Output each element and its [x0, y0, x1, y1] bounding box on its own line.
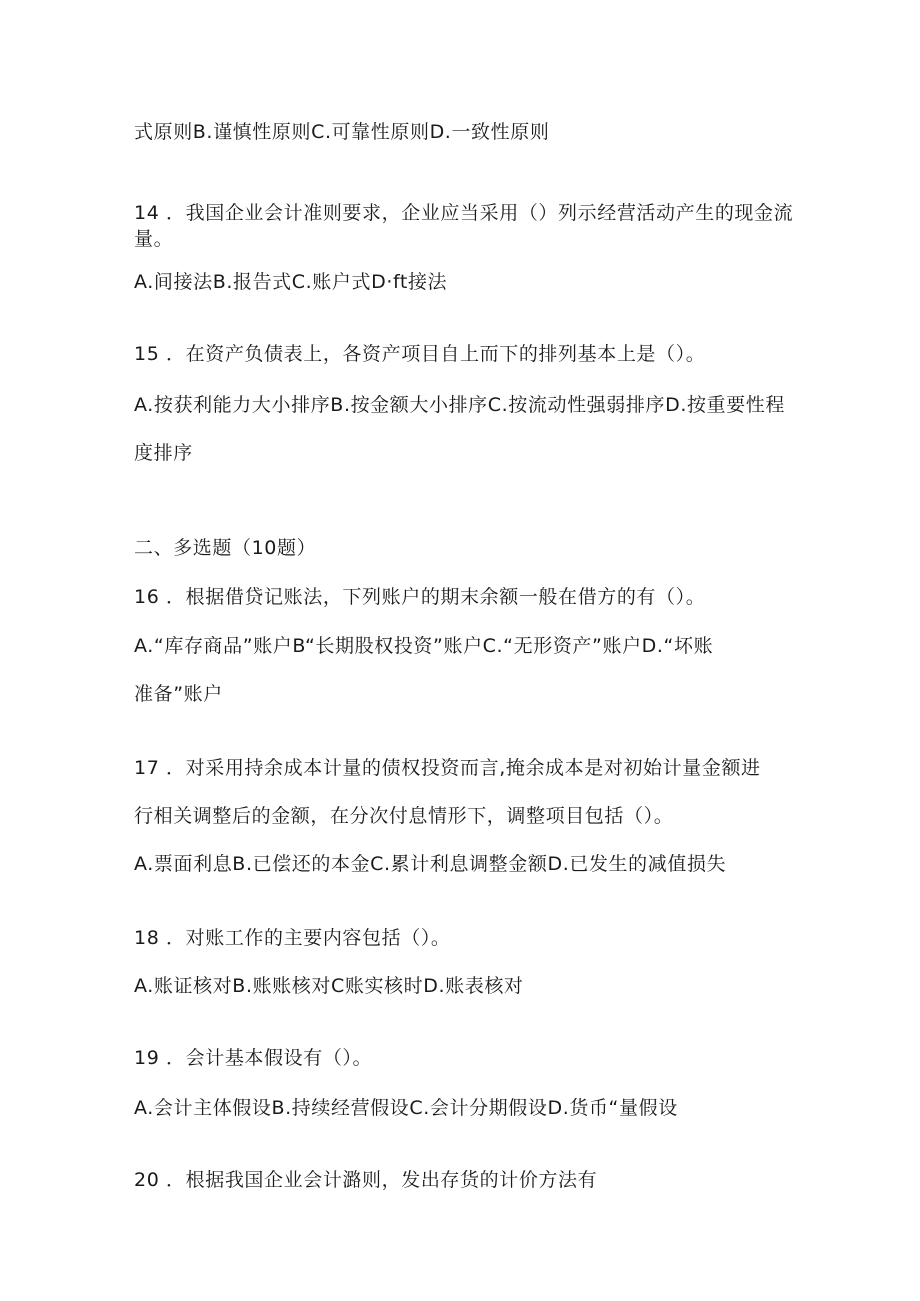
options-14: A.间接法B.报告式C.账户式D·ft接法	[134, 271, 448, 293]
question-20: 20 ．根据我国企业会计潞则，发出存货的计价方法有	[134, 1169, 598, 1191]
question-19: 19 ．会计基本假设有（）。	[134, 1047, 373, 1069]
options-15-line2: 度排序	[134, 442, 193, 464]
section-heading-multi-choice: 二、多选题（10题）	[134, 537, 317, 559]
options-18: A.账证核对B.账账核对C账实核时D.账表核对	[134, 975, 524, 997]
question-15: 15 ．在资产负债表上，各资产项目自上而下的排列基本上是（）。	[134, 343, 706, 365]
question-17-line1: 17 ．对采用持余成本计量的债权投资而言,掩余成本是对初始计量金额进	[134, 757, 761, 779]
options-16-line1: A.“库存商品”账户B“长期股权投资”账户C.“无形资产”账户D.“坏账	[134, 635, 714, 657]
options-19: A.会计主体假设B.持续经营假设C.会计分期假设D.货币“量假设	[134, 1097, 678, 1119]
options-16-line2: 准备”账户	[134, 683, 223, 705]
question-16: 16 ．根据借贷记账法，下列账户的期末余额一般在借方的有（）。	[134, 586, 706, 608]
question-17-line2: 行相关调整后的金额，在分次付息情形下，调整项目包括（）。	[134, 805, 674, 827]
options-17: A.票面利息B.已偿还的本金C.累计利息调整金额D.已发生的减值损失	[134, 853, 727, 875]
options-15-line1: A.按获利能力大小排序B.按金额大小排序C.按流动性强弱排序D.按重要性程	[134, 394, 785, 416]
text-line-options-13: 式原则B.谨慎性原则C.可靠性原则D.一致性原则	[134, 121, 550, 143]
question-14: 14 ．我国企业会计准则要求，企业应当采用（）列示经营活动产生的现金流量。	[134, 202, 794, 250]
question-18: 18 ．对账工作的主要内容包括（）。	[134, 927, 451, 949]
